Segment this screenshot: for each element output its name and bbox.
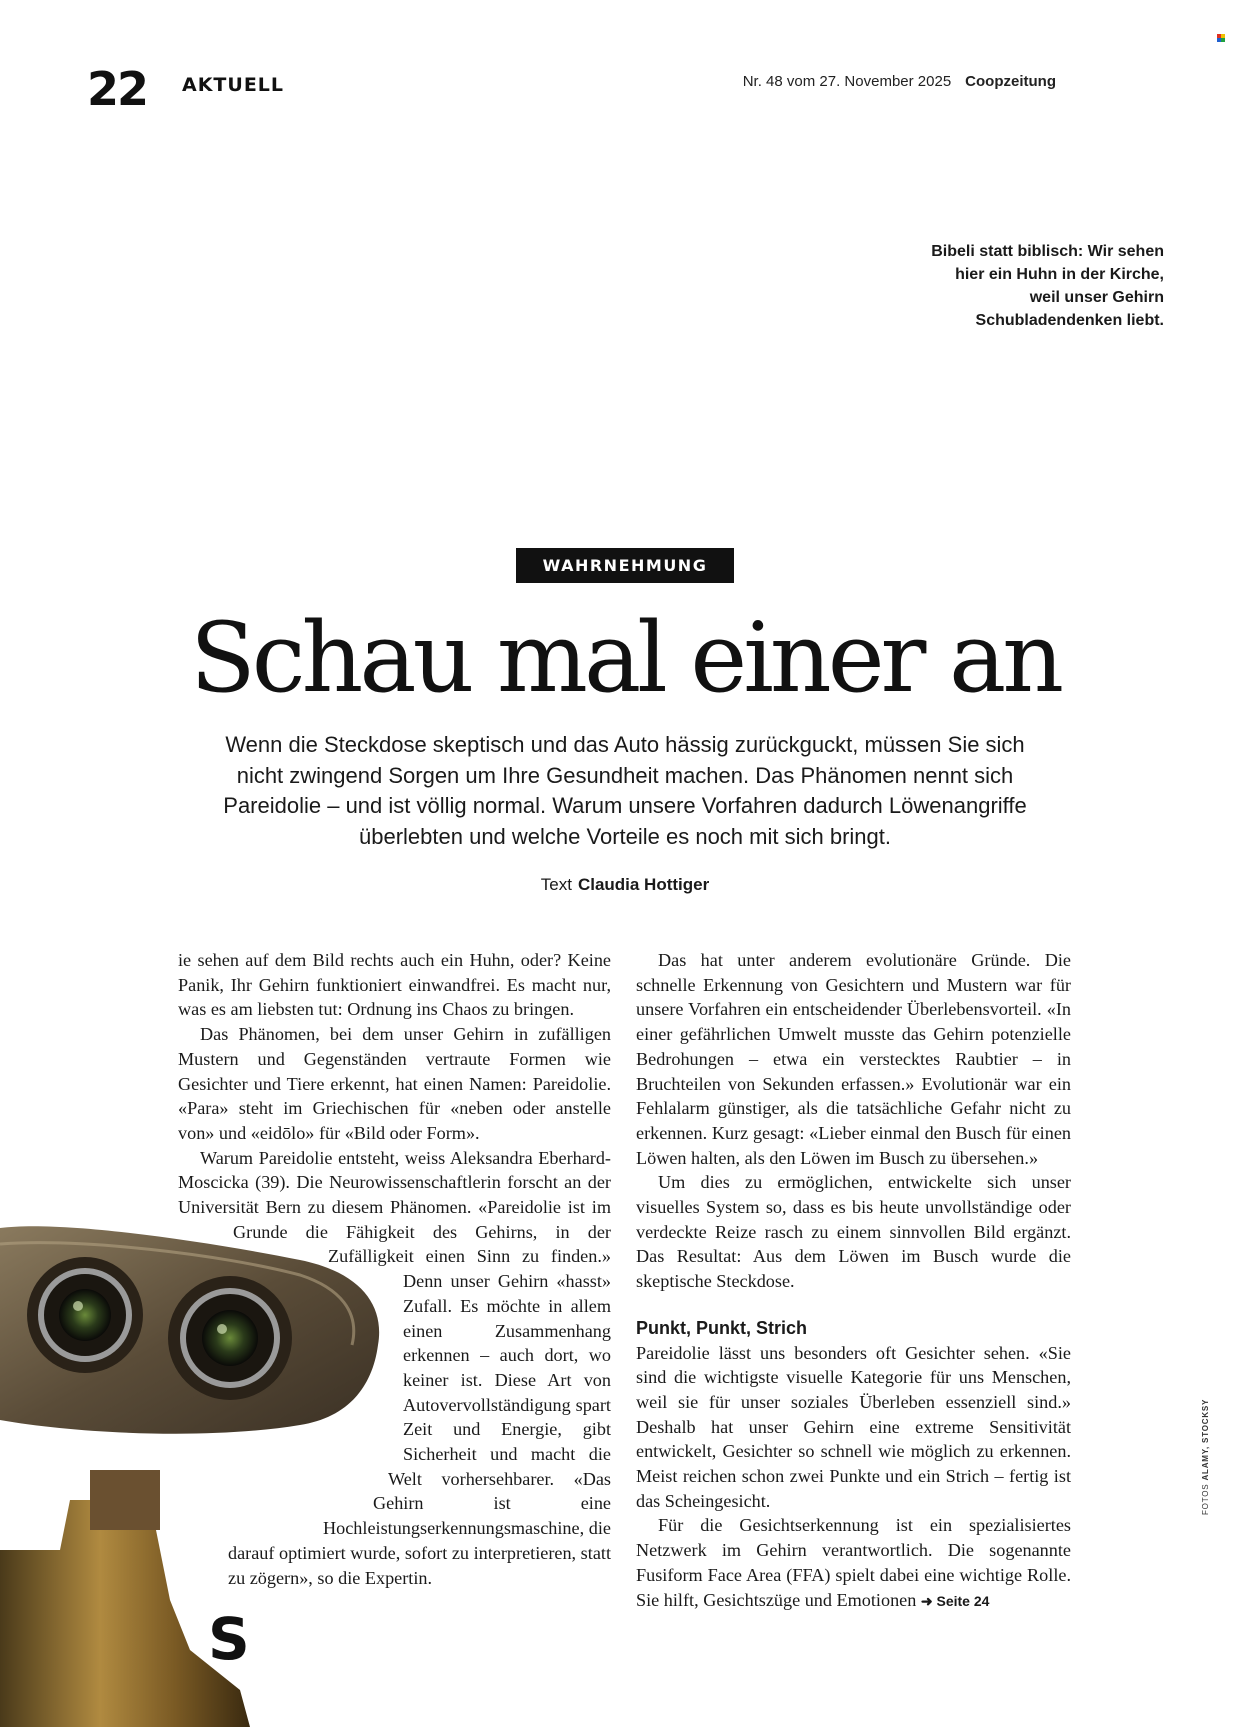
paragraph: Warum Pareidolie entsteht, weiss Aleksandra Eberhard-Moscicka (39). Die Neurowissenschaftlerin forscht an der Universität Bern zu diesem Phänomen. «Pareidolie ist im Grunde die Fähigkeit des Gehirns, in der Zufälligkeit einen Sinn zu finden.» Denn unser Gehirn «hasst» Zufall. Es möchte in allem einen Zusammenhang erkennen – auch dort, wo keiner ist. Diese Art von Autovervollständigung spart Zeit und Energie, gibt Sicherheit und macht die Welt vorhersehbarer. «Das Gehirn ist eine Hochleistungserkennungsmaschine, die darauf optimiert wurde, sofort zu interpretieren, statt zu zögern», so die Expertin. xyxy=(178,1147,611,1588)
article-column-1 xyxy=(178,948,611,1674)
color-registration-mark xyxy=(1217,34,1225,42)
author-name: Claudia Hottiger xyxy=(577,875,710,894)
page-number: 22 xyxy=(87,62,148,116)
credits-names: ALAMY, STOCKSY xyxy=(1201,1398,1210,1481)
continued-on-page-link[interactable]: ➜ Seite 24 xyxy=(920,1592,990,1609)
lead-paragraph: Wenn die Steckdose skeptisch und das Auto hässig zurückguckt, müssen Sie sich nicht zwingend Sorgen um Ihre Gesundheit machen. Das Phänomen nennt sich Pareidolie – und ist völlig normal. Warum unsere Vorfahren dadurch Löwenangriffe überlebten und welche Vorteile es noch mit sich bringt. xyxy=(223,732,1027,849)
headline: Schau mal einer an xyxy=(189,602,1061,714)
drop-cap: S xyxy=(208,1605,250,1674)
photo-credits xyxy=(1201,1399,1210,1515)
paragraph-last: Für die Gesichtserkennung ist ein spezialisiertes Netzwerk im Gehirn verantwortlich. Die sogenannte Fusiform Face Area (FFA) spielt dabei eine wichtige Rolle. Sie hilft, Gesichtszüge und Emotionen ➜ Seite 24 xyxy=(636,1515,1071,1610)
publication-name: Coopzeitung xyxy=(965,73,1056,90)
byline-label: Text xyxy=(540,875,572,894)
credits-label: FOTOS xyxy=(1201,1483,1210,1515)
photo-caption: Bibeli statt biblisch: Wir sehen hier ein Huhn in der Kirche, weil unser Gehirn Schubladendenken liebt. xyxy=(931,243,1164,329)
paragraph: Um dies zu ermöglichen, entwickelte sich unser visuelles System so, dass es bis heute unvollständige oder verdeckte Reize rasch zu einem sinnvollen Bild ergänzt. Das Resultat: Aus dem Löwen im Busch wurde die skeptische Steckdose. xyxy=(636,1172,1071,1292)
paragraph: Das Phänomen, bei dem unser Gehirn in zufälligen Mustern und Gegenständen vertraute Formen wie Gesichter und Tiere erkennt, hat einen Namen: Pareidolie. «Para» steht im Griechischen für «neben oder anstelle von» und «eidōlo» für «Bild oder Form». xyxy=(178,1024,611,1143)
paragraph: Das hat unter anderem evolutionäre Gründe. Die schnelle Erkennung von Gesichtern und Mustern war für unsere Vorfahren ein entscheidender Überlebensvorteil. «In einer gefährlichen Umwelt musste das Gehirn potenzielle Bedrohungen – etwa ein verstecktes Raubtier – in Bruchteilen von Sekunden erfassen.» Evolutionär war ein Fehlalarm günstiger, als die tatsächliche Gefahr nicht zu erkennen. Kurz gesagt: «Lieber einmal den Busch für einen Löwen halten, als den Löwen im Busch zu übersehen.» xyxy=(636,950,1071,1168)
subheading: Punkt, Punkt, Strich xyxy=(636,1317,808,1338)
kicker-label: WAHRNEHMUNG xyxy=(516,548,734,583)
paragraph: Pareidolie lässt uns besonders oft Gesichter sehen. «Sie sind die wichtigste visuelle Kategorie für uns Menschen, weil sie für unser soziales Überleben essenziell sind.» Deshalb hat unser Gehirn eine extreme Sensitivität entwickelt, Gesichter so schnell wie möglich zu erkennen. Meist reichen schon zwei Punkte und ein Strich – fertig ist das Scheingesicht. xyxy=(636,1342,1071,1511)
paragraph-intro: S ie sehen auf dem Bild rechts auch ein Huhn, oder? Keine Panik, Ihr Gehirn funktioniert einwandfrei. Es macht nur, was es am liebsten tut: Ordnung ins Chaos zu bringen. xyxy=(178,950,611,1674)
article-column-2 xyxy=(636,948,1071,1613)
section-label: AKTUELL xyxy=(182,74,285,96)
issue-info xyxy=(743,73,1056,90)
issue-date: Nr. 48 vom 27. November 2025 xyxy=(742,73,952,90)
byline xyxy=(0,875,1250,895)
